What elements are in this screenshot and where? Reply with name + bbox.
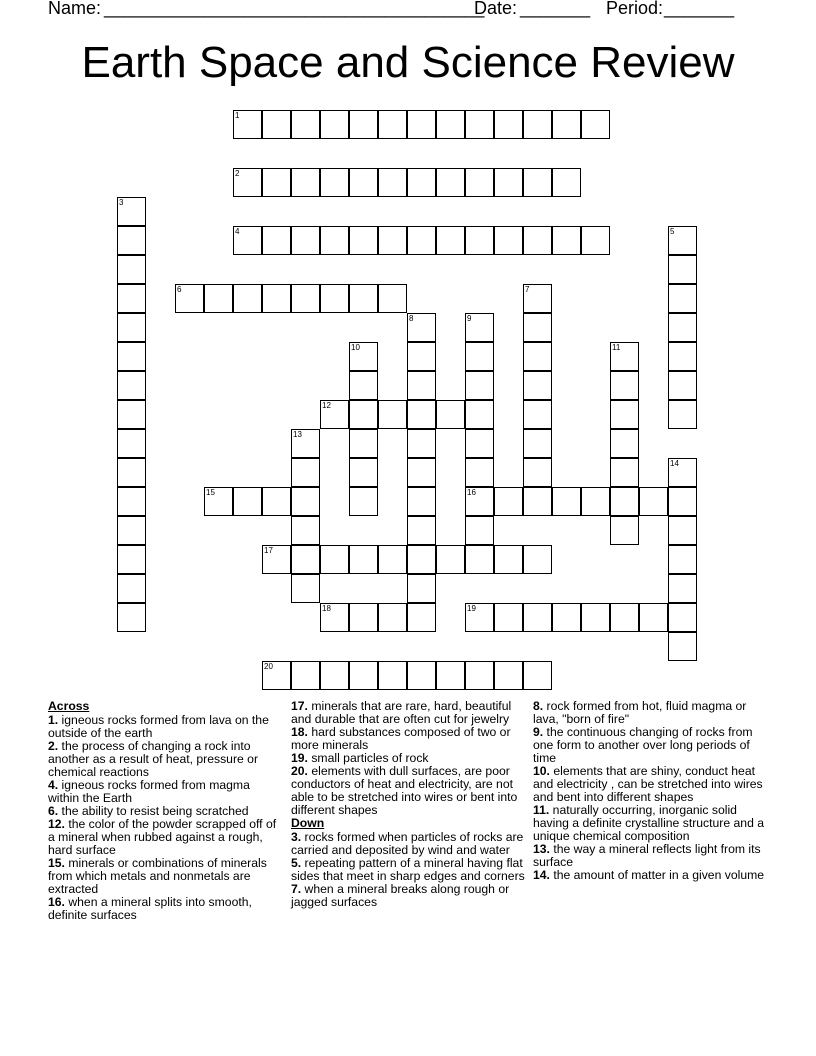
- clue-item: [48, 714, 284, 740]
- crossword-cell[interactable]: [407, 661, 436, 690]
- crossword-cell[interactable]: [175, 284, 204, 313]
- crossword-cell[interactable]: [523, 603, 552, 632]
- crossword-cell[interactable]: [320, 545, 349, 574]
- clue-item-text: rocks formed when particles of rocks are carried and deposited by wind and water: [291, 830, 524, 857]
- clue-item-number: 11.: [533, 803, 550, 817]
- crossword-cell[interactable]: [523, 487, 552, 516]
- crossword-cell[interactable]: [668, 255, 697, 284]
- crossword-cell[interactable]: [117, 516, 146, 545]
- crossword-cell[interactable]: [668, 371, 697, 400]
- crossword-cell[interactable]: [291, 458, 320, 487]
- down-clue-list-cont: [533, 700, 769, 882]
- crossword-cell[interactable]: [117, 197, 146, 226]
- clue-item-text: minerals that are rare, hard, beautiful and durable that are often cut for jewelry: [291, 699, 512, 726]
- crossword-cell[interactable]: [668, 603, 697, 632]
- crossword-cell[interactable]: [552, 226, 581, 255]
- crossword-cell[interactable]: [407, 400, 436, 429]
- crossword-cell[interactable]: [523, 110, 552, 139]
- crossword-cell[interactable]: [320, 400, 349, 429]
- crossword-cell[interactable]: [233, 487, 262, 516]
- clue-item-text: elements that are shiny, conduct heat and electricity , can be stretched into wires and bent into different shapes: [533, 764, 763, 804]
- crossword-cell[interactable]: [378, 661, 407, 690]
- clue-number: 3: [119, 198, 124, 207]
- clue-item: [48, 740, 284, 779]
- crossword-cell[interactable]: [349, 371, 378, 400]
- crossword-cell[interactable]: [465, 429, 494, 458]
- crossword-cell[interactable]: [523, 313, 552, 342]
- crossword-cell[interactable]: [610, 487, 639, 516]
- clue-number: 4: [235, 227, 240, 236]
- clue-item-number: 15.: [48, 856, 65, 870]
- crossword-cell[interactable]: [117, 284, 146, 313]
- crossword-cell[interactable]: [378, 284, 407, 313]
- crossword-cell[interactable]: [523, 400, 552, 429]
- crossword-cell[interactable]: [523, 226, 552, 255]
- crossword-cell[interactable]: [262, 168, 291, 197]
- clue-item-number: 20.: [291, 764, 308, 778]
- crossword-cell[interactable]: [465, 371, 494, 400]
- crossword-cell[interactable]: [465, 603, 494, 632]
- name-field[interactable]: ______________________________________: [104, 0, 485, 18]
- across-heading: Across: [48, 699, 90, 713]
- clue-number: 6: [177, 285, 182, 294]
- clue-item: [48, 818, 284, 857]
- clue-item-text: the process of changing a rock into another as a result of heat, pressure or chemical reactions: [48, 739, 259, 779]
- crossword-cell[interactable]: [436, 661, 465, 690]
- crossword-cell[interactable]: [291, 226, 320, 255]
- crossword-cell[interactable]: [494, 226, 523, 255]
- clue-item-text: the color of the powder scrapped off of a mineral when rubbed against a rough, hard surface: [48, 817, 277, 857]
- crossword-cell[interactable]: [581, 603, 610, 632]
- clue-item-text: rock formed from hot, fluid magma or lava, "born of fire": [533, 699, 747, 726]
- crossword-cell[interactable]: [349, 545, 378, 574]
- crossword-cell[interactable]: [320, 284, 349, 313]
- crossword-cell[interactable]: [465, 400, 494, 429]
- crossword-cell[interactable]: [436, 226, 465, 255]
- crossword-cell[interactable]: [668, 516, 697, 545]
- crossword-cell[interactable]: [407, 429, 436, 458]
- clue-item-number: 12.: [48, 817, 65, 831]
- crossword-cell[interactable]: [349, 487, 378, 516]
- clue-item-text: the continuous changing of rocks from one form to another over long periods of time: [533, 725, 753, 765]
- crossword-cell[interactable]: [320, 110, 349, 139]
- clue-item: [291, 700, 527, 726]
- clue-item-number: 3.: [291, 830, 302, 844]
- crossword-cell[interactable]: [552, 603, 581, 632]
- clue-number: 15: [206, 488, 215, 497]
- crossword-cell[interactable]: [349, 342, 378, 371]
- crossword-cell[interactable]: [233, 284, 262, 313]
- crossword-cell[interactable]: [668, 226, 697, 255]
- crossword-cell[interactable]: [349, 226, 378, 255]
- crossword-cell[interactable]: [378, 545, 407, 574]
- crossword-cell[interactable]: [523, 284, 552, 313]
- page-title: Earth Space and Science Review: [81, 38, 735, 87]
- crossword-cell[interactable]: [407, 545, 436, 574]
- crossword-cell[interactable]: [465, 661, 494, 690]
- clue-item-number: 10.: [533, 764, 550, 778]
- period-label: Period:: [606, 0, 664, 18]
- clue-item: [48, 857, 284, 896]
- crossword-cell[interactable]: [465, 487, 494, 516]
- clue-item-number: 14.: [533, 868, 550, 882]
- crossword-cell[interactable]: [465, 168, 494, 197]
- crossword-cell[interactable]: [610, 400, 639, 429]
- crossword-cell[interactable]: [291, 110, 320, 139]
- clue-item-text: igneous rocks formed from magma within the Earth: [48, 778, 250, 805]
- clue-item: [533, 765, 769, 804]
- crossword-cell[interactable]: [552, 487, 581, 516]
- clue-number: 2: [235, 169, 240, 178]
- clue-number: 10: [351, 343, 360, 352]
- crossword-cell[interactable]: [465, 226, 494, 255]
- crossword-cell[interactable]: [407, 110, 436, 139]
- clue-number: 14: [670, 459, 679, 468]
- crossword-cell[interactable]: [523, 342, 552, 371]
- clues-column-3: [533, 700, 769, 882]
- clue-item-text: the amount of matter in a given volume: [549, 868, 765, 882]
- crossword-cell[interactable]: [610, 371, 639, 400]
- clue-item: [533, 843, 769, 869]
- crossword-cell[interactable]: [668, 400, 697, 429]
- crossword-cell[interactable]: [668, 313, 697, 342]
- crossword-cell[interactable]: [262, 545, 291, 574]
- crossword-cell[interactable]: [465, 110, 494, 139]
- crossword-cell[interactable]: [639, 603, 668, 632]
- clue-number: 13: [293, 430, 302, 439]
- crossword-cell[interactable]: [262, 110, 291, 139]
- crossword-cell[interactable]: [349, 110, 378, 139]
- clue-number: 11: [612, 343, 621, 352]
- crossword-cell[interactable]: [378, 168, 407, 197]
- crossword-cell[interactable]: [262, 226, 291, 255]
- crossword-cell[interactable]: [349, 284, 378, 313]
- crossword-cell[interactable]: [436, 400, 465, 429]
- crossword-cell[interactable]: [262, 487, 291, 516]
- clue-item-number: 4.: [48, 778, 59, 792]
- clue-item-number: 18.: [291, 725, 308, 739]
- crossword-cell[interactable]: [407, 371, 436, 400]
- crossword-cell[interactable]: [436, 168, 465, 197]
- clue-number: 1: [235, 111, 240, 120]
- clue-number: 20: [264, 662, 273, 671]
- crossword-cell[interactable]: [291, 574, 320, 603]
- clue-item-number: 13.: [533, 842, 550, 856]
- crossword-cell[interactable]: [407, 516, 436, 545]
- crossword-cell[interactable]: [407, 487, 436, 516]
- crossword-cell[interactable]: [291, 284, 320, 313]
- clue-item-text: when a mineral splits into smooth, definite surfaces: [48, 895, 252, 922]
- crossword-cell[interactable]: [494, 545, 523, 574]
- crossword-cell[interactable]: [117, 429, 146, 458]
- clue-item-text: the way a mineral reflects light from its surface: [533, 842, 761, 869]
- clue-number: 19: [467, 604, 476, 613]
- crossword-cell[interactable]: [494, 603, 523, 632]
- crossword-cell[interactable]: [233, 226, 262, 255]
- crossword-cell[interactable]: [117, 400, 146, 429]
- clue-item: [533, 869, 769, 882]
- clue-item-number: 17.: [291, 699, 308, 713]
- crossword-cell[interactable]: [494, 168, 523, 197]
- crossword-cell[interactable]: [523, 545, 552, 574]
- clue-number: 5: [670, 227, 675, 236]
- crossword-cell[interactable]: [349, 429, 378, 458]
- crossword-cell[interactable]: [465, 458, 494, 487]
- crossword-cell[interactable]: [291, 545, 320, 574]
- crossword-cell[interactable]: [262, 661, 291, 690]
- crossword-cell[interactable]: [610, 342, 639, 371]
- period-field[interactable]: _______: [664, 0, 735, 18]
- crossword-cell[interactable]: [581, 110, 610, 139]
- clue-item: [291, 831, 527, 857]
- clue-item-number: 16.: [48, 895, 65, 909]
- down-heading: Down: [291, 816, 325, 830]
- crossword-cell[interactable]: [117, 603, 146, 632]
- crossword-cell[interactable]: [117, 313, 146, 342]
- crossword-cell[interactable]: [117, 545, 146, 574]
- crossword-cell[interactable]: [320, 603, 349, 632]
- crossword-cell[interactable]: [465, 313, 494, 342]
- clue-item-number: 5.: [291, 856, 302, 870]
- crossword-cell[interactable]: [581, 487, 610, 516]
- crossword-cell[interactable]: [204, 284, 233, 313]
- clue-item: [533, 700, 769, 726]
- crossword-cell[interactable]: [117, 226, 146, 255]
- crossword-cell[interactable]: [523, 458, 552, 487]
- clue-item-text: hard substances composed of two or more minerals: [291, 725, 511, 752]
- crossword-cell[interactable]: [291, 487, 320, 516]
- clue-item-text: repeating pattern of a mineral having flat sides that meet in sharp edges and corners: [291, 856, 525, 883]
- crossword-cell[interactable]: [523, 168, 552, 197]
- clue-number: 17: [264, 546, 273, 555]
- crossword-cell[interactable]: [378, 400, 407, 429]
- clues-column-1: [48, 700, 284, 922]
- clue-item: [48, 779, 284, 805]
- crossword-cell[interactable]: [204, 487, 233, 516]
- clue-item-number: 6.: [48, 804, 59, 818]
- crossword-cell[interactable]: [320, 226, 349, 255]
- clue-item: [291, 726, 527, 752]
- crossword-cell[interactable]: [610, 516, 639, 545]
- crossword-cell[interactable]: [349, 458, 378, 487]
- clue-item-number: 19.: [291, 751, 308, 765]
- date-label: Date:: [474, 0, 518, 18]
- crossword-cell[interactable]: [320, 661, 349, 690]
- clue-item-number: 9.: [533, 725, 544, 739]
- clue-number: 7: [525, 285, 530, 294]
- crossword-cell[interactable]: [117, 574, 146, 603]
- crossword-cell[interactable]: [581, 226, 610, 255]
- clue-item: [291, 857, 527, 883]
- crossword-cell[interactable]: [291, 429, 320, 458]
- clues-column-2: [291, 700, 527, 909]
- crossword-cell[interactable]: [668, 487, 697, 516]
- crossword-cell[interactable]: [407, 603, 436, 632]
- crossword-cell[interactable]: [523, 429, 552, 458]
- crossword-cell[interactable]: [407, 342, 436, 371]
- crossword-cell[interactable]: [349, 603, 378, 632]
- clue-number: 18: [322, 604, 331, 613]
- crossword-cell[interactable]: [291, 516, 320, 545]
- crossword-cell[interactable]: [117, 371, 146, 400]
- crossword-cell[interactable]: [552, 110, 581, 139]
- crossword-cell[interactable]: [668, 284, 697, 313]
- crossword-cell[interactable]: [610, 603, 639, 632]
- crossword-cell[interactable]: [436, 545, 465, 574]
- crossword-cell[interactable]: [407, 313, 436, 342]
- clue-item-number: 7.: [291, 882, 302, 896]
- clue-number: 8: [409, 314, 414, 323]
- name-label: Name:: [48, 0, 102, 18]
- crossword-cell[interactable]: [639, 487, 668, 516]
- crossword-cell[interactable]: [378, 603, 407, 632]
- crossword-cell[interactable]: [552, 168, 581, 197]
- crossword-cell[interactable]: [378, 226, 407, 255]
- crossword-cell[interactable]: [436, 110, 465, 139]
- clue-item: [291, 883, 527, 909]
- crossword-cell[interactable]: [233, 110, 262, 139]
- crossword-cell[interactable]: [523, 371, 552, 400]
- clue-item-number: 8.: [533, 699, 544, 713]
- crossword-cell[interactable]: [494, 487, 523, 516]
- clue-number: 16: [467, 488, 476, 497]
- across-clue-list-cont: [291, 700, 527, 817]
- clue-item: [533, 726, 769, 765]
- clue-item-text: the ability to resist being scratched: [58, 804, 249, 818]
- crossword-cell[interactable]: [668, 574, 697, 603]
- clue-item: [291, 765, 527, 817]
- crossword-cell[interactable]: [465, 516, 494, 545]
- clue-item-text: when a mineral breaks along rough or jagged surfaces: [291, 882, 510, 909]
- date-field[interactable]: _______: [520, 0, 591, 18]
- crossword-cell[interactable]: [465, 545, 494, 574]
- clue-item-text: naturally occurring, inorganic solid having a definite crystalline structure and a unique chemical composition: [533, 803, 765, 843]
- down-clue-list: [291, 831, 527, 909]
- clue-item-text: small particles of rock: [307, 751, 429, 765]
- clue-item-number: 1.: [48, 713, 59, 727]
- crossword-cell[interactable]: [349, 168, 378, 197]
- crossword-cell[interactable]: [668, 458, 697, 487]
- crossword-cell[interactable]: [117, 342, 146, 371]
- across-clue-list: [48, 714, 284, 922]
- clue-item: [533, 804, 769, 843]
- crossword-cell[interactable]: [117, 487, 146, 516]
- crossword-cell[interactable]: [349, 400, 378, 429]
- crossword-cell[interactable]: [668, 632, 697, 661]
- clue-item-number: 2.: [48, 739, 59, 753]
- clue-item: [48, 896, 284, 922]
- crossword-cell[interactable]: [465, 342, 494, 371]
- crossword-cell[interactable]: [291, 661, 320, 690]
- crossword-cell[interactable]: [494, 661, 523, 690]
- crossword-cell[interactable]: [610, 429, 639, 458]
- clue-number: 12: [322, 401, 331, 410]
- crossword-cell[interactable]: [320, 168, 349, 197]
- crossword-cell[interactable]: [407, 574, 436, 603]
- crossword-cell[interactable]: [262, 284, 291, 313]
- crossword-cell[interactable]: [407, 168, 436, 197]
- crossword-cell[interactable]: [407, 226, 436, 255]
- crossword-cell[interactable]: [349, 661, 378, 690]
- crossword-cell[interactable]: [291, 168, 320, 197]
- clue-item-text: igneous rocks formed from lava on the outside of the earth: [48, 713, 269, 740]
- crossword-cell[interactable]: [407, 458, 436, 487]
- crossword-cell[interactable]: [378, 110, 407, 139]
- crossword-cell[interactable]: [117, 458, 146, 487]
- crossword-cell[interactable]: [610, 458, 639, 487]
- clue-item-text: minerals or combinations of minerals from which metals and nonmetals are extracted: [48, 856, 267, 896]
- crossword-cell[interactable]: [668, 545, 697, 574]
- crossword-cell[interactable]: [233, 168, 262, 197]
- clue-number: 9: [467, 314, 472, 323]
- crossword-cell[interactable]: [668, 342, 697, 371]
- clue-item-text: elements with dull surfaces, are poor conductors of heat and electricity, are not able to be stretched into wires or bent into different shapes: [291, 764, 518, 817]
- crossword-cell[interactable]: [494, 110, 523, 139]
- crossword-cell[interactable]: [523, 661, 552, 690]
- crossword-cell[interactable]: [117, 255, 146, 284]
